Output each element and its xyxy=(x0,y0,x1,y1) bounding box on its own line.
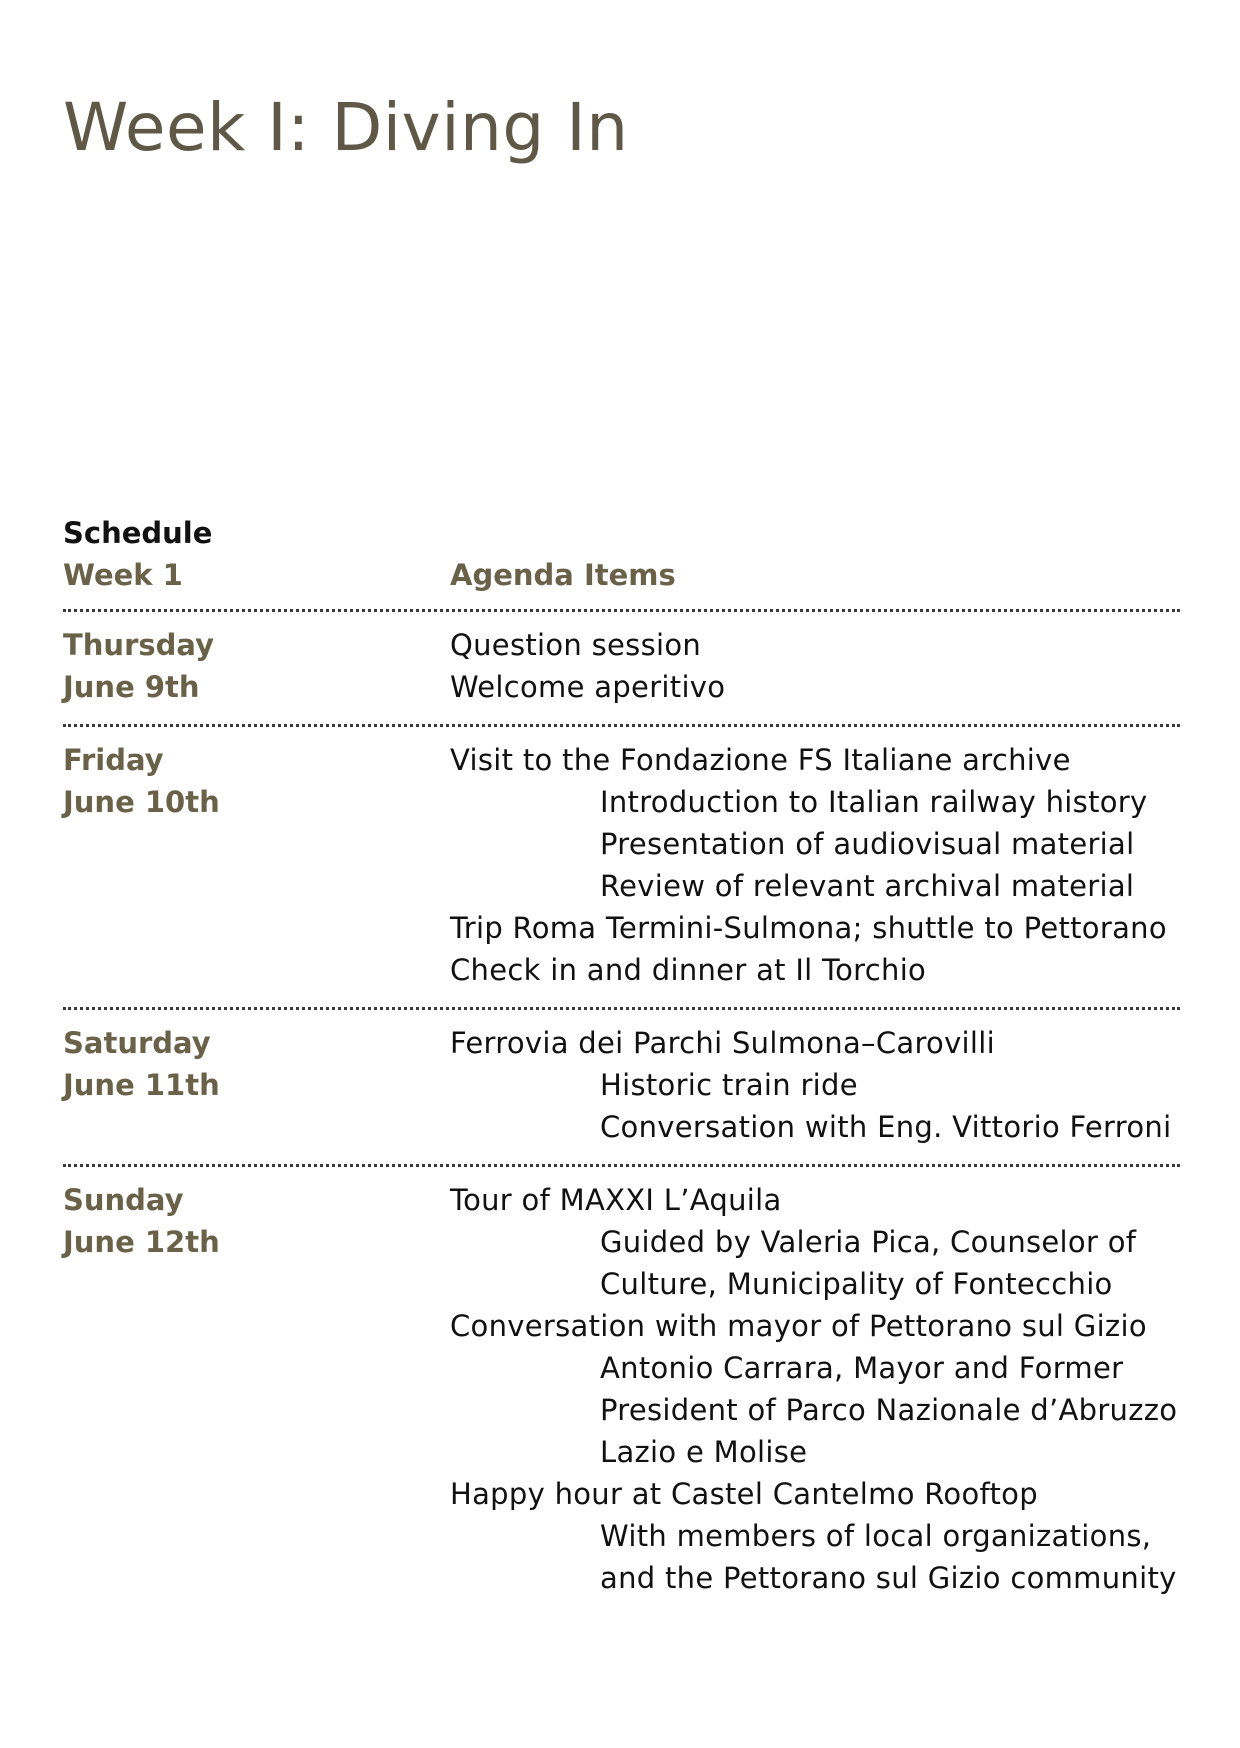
agenda-sub-item: Introduction to Italian railway history xyxy=(600,785,1148,819)
page-title: Week I: Diving In xyxy=(63,89,629,166)
agenda-sub-item: Historic train ride xyxy=(600,1068,858,1102)
day-label xyxy=(63,1179,450,1599)
day-block xyxy=(63,1007,1180,1164)
agenda-sub-item: Guided by Valeria Pica, Counselor of xyxy=(600,1225,1137,1259)
day-label xyxy=(63,1022,450,1148)
day-block xyxy=(63,609,1180,724)
agenda-item: Tour of MAXXI L’Aquila xyxy=(450,1183,782,1217)
agenda-item: Trip Roma Termini-Sulmona; shuttle to Pettorano xyxy=(450,911,1167,945)
agenda-item: Ferrovia dei Parchi Sulmona–Carovilli xyxy=(450,1026,995,1060)
agenda-item: Question session xyxy=(450,628,702,662)
agenda-sub-item: Review of relevant archival material xyxy=(600,869,1135,903)
schedule-header-row xyxy=(63,554,1180,609)
day-date: June 11th xyxy=(63,1068,220,1102)
schedule-table xyxy=(63,512,1180,1615)
day-block xyxy=(63,1164,1180,1615)
agenda-item: Visit to the Fondazione FS Italiane archive xyxy=(450,743,1071,777)
agenda-items xyxy=(450,739,1180,991)
day-name: Friday xyxy=(63,743,164,777)
agenda-sub-item: and the Pettorano sul Gizio community xyxy=(600,1561,1177,1595)
agenda-column-header: Agenda Items xyxy=(450,558,676,592)
agenda-sub-item: Culture, Municipality of Fontecchio xyxy=(600,1267,1113,1301)
day-label xyxy=(63,739,450,991)
day-date: June 9th xyxy=(63,670,200,704)
agenda-sub-item: With members of local organizations, xyxy=(600,1519,1152,1553)
agenda-sub-item: Presentation of audiovisual material xyxy=(600,827,1135,861)
agenda-items xyxy=(450,1179,1180,1599)
agenda-sub-item: Lazio e Molise xyxy=(600,1435,808,1469)
agenda-items xyxy=(450,1022,1180,1148)
agenda-sub-item: Antonio Carrara, Mayor and Former xyxy=(600,1351,1124,1385)
day-name: Sunday xyxy=(63,1183,184,1217)
agenda-item: Check in and dinner at Il Torchio xyxy=(450,953,927,987)
day-label xyxy=(63,624,450,708)
week-column-header: Week 1 xyxy=(63,558,183,592)
day-name: Saturday xyxy=(63,1026,211,1060)
day-date: June 10th xyxy=(63,785,220,819)
schedule-days xyxy=(63,609,1180,1615)
agenda-item: Happy hour at Castel Cantelmo Rooftop xyxy=(450,1477,1038,1511)
agenda-sub-item: Conversation with Eng. Vittorio Ferroni xyxy=(600,1110,1172,1144)
day-block xyxy=(63,724,1180,1007)
day-date: June 12th xyxy=(63,1225,220,1259)
agenda-sub-item: President of Parco Nazionale d’Abruzzo xyxy=(600,1393,1178,1427)
day-name: Thursday xyxy=(63,628,214,662)
agenda-items xyxy=(450,624,1180,708)
schedule-heading: Schedule xyxy=(63,516,213,550)
agenda-item: Welcome aperitivo xyxy=(450,670,726,704)
agenda-item: Conversation with mayor of Pettorano sul Gizio xyxy=(450,1309,1147,1343)
